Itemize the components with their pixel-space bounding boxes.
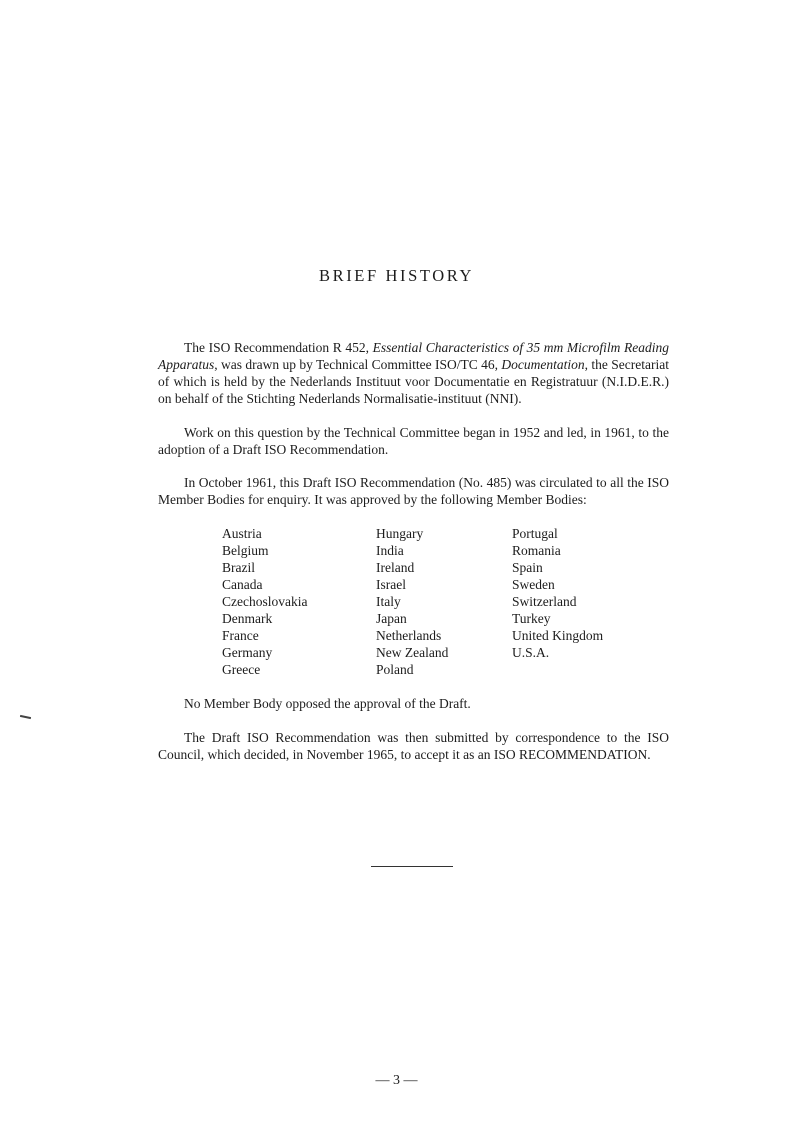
member-body: Sweden [512, 577, 555, 592]
member-bodies-column-2 [376, 525, 448, 678]
page-number: — 3 — [375, 1073, 418, 1088]
paragraph-3-text: In October 1961, this Draft ISO Recommendation (No. 485) was circulated to all the ISO Member Bodies for enquiry. It was approved by the following Member Bodies: [158, 475, 669, 507]
history-paragraph-4 [158, 695, 669, 712]
member-body: United Kingdom [512, 628, 604, 643]
member-body: Germany [222, 645, 273, 660]
member-bodies-list [222, 525, 642, 685]
history-paragraph-1 [158, 339, 669, 407]
committee-subject: Documentation [501, 357, 585, 372]
member-body: India [376, 543, 404, 558]
page-title: BRIEF HISTORY [319, 266, 474, 285]
member-body: Belgium [222, 543, 269, 558]
member-body: Japan [376, 611, 407, 626]
member-body: Netherlands [376, 628, 442, 643]
member-bodies-column-3 [512, 525, 603, 661]
paragraph-1-text-c: , the Secretariat of which is held by the Nederlands Instituut voor Documentatie en Registratuur (N.I.D.E.R.) on behalf of the Stichting Nederlands Normalisatie-instituut (NNI). [158, 357, 669, 406]
recommendation-title: Essential Characteristics of 35 mm Microfilm Reading Apparatus [158, 340, 669, 372]
paragraph-1-text-b: , was drawn up by Technical Committee ISO/TC 46, [214, 357, 502, 372]
history-paragraph-2 [158, 424, 669, 458]
history-paragraph-5 [158, 729, 669, 763]
member-body: Israel [376, 577, 406, 592]
scan-artifact-mark [20, 715, 31, 719]
member-body: Turkey [512, 611, 551, 626]
member-body: Austria [222, 526, 262, 541]
member-bodies-column-1 [222, 525, 307, 678]
member-body: Hungary [376, 526, 424, 541]
member-body: Romania [512, 543, 561, 558]
member-body: Portugal [512, 526, 558, 541]
member-body: U.S.A. [512, 645, 550, 660]
member-body: Czechoslovakia [222, 594, 308, 609]
member-body: Ireland [376, 560, 415, 575]
member-body: Denmark [222, 611, 273, 626]
history-paragraph-3 [158, 474, 669, 508]
paragraph-1-text-a: The ISO Recommendation R 452, [184, 340, 373, 355]
member-body: Greece [222, 662, 261, 677]
member-body: Poland [376, 662, 414, 677]
member-body: Brazil [222, 560, 255, 575]
paragraph-4-text: No Member Body opposed the approval of the Draft. [184, 696, 471, 711]
member-body: New Zealand [376, 645, 449, 660]
member-body: France [222, 628, 259, 643]
section-divider [371, 866, 453, 867]
paragraph-5-text: The Draft ISO Recommendation was then submitted by correspondence to the ISO Council, which decided, in November 1965, to accept it as an ISO RECOMMENDATION. [158, 730, 669, 762]
member-body: Spain [512, 560, 543, 575]
member-body: Switzerland [512, 594, 577, 609]
member-body: Canada [222, 577, 263, 592]
member-body: Italy [376, 594, 401, 609]
paragraph-2-text: Work on this question by the Technical Committee began in 1952 and led, in 1961, to the adoption of a Draft ISO Recommendation. [158, 425, 669, 457]
